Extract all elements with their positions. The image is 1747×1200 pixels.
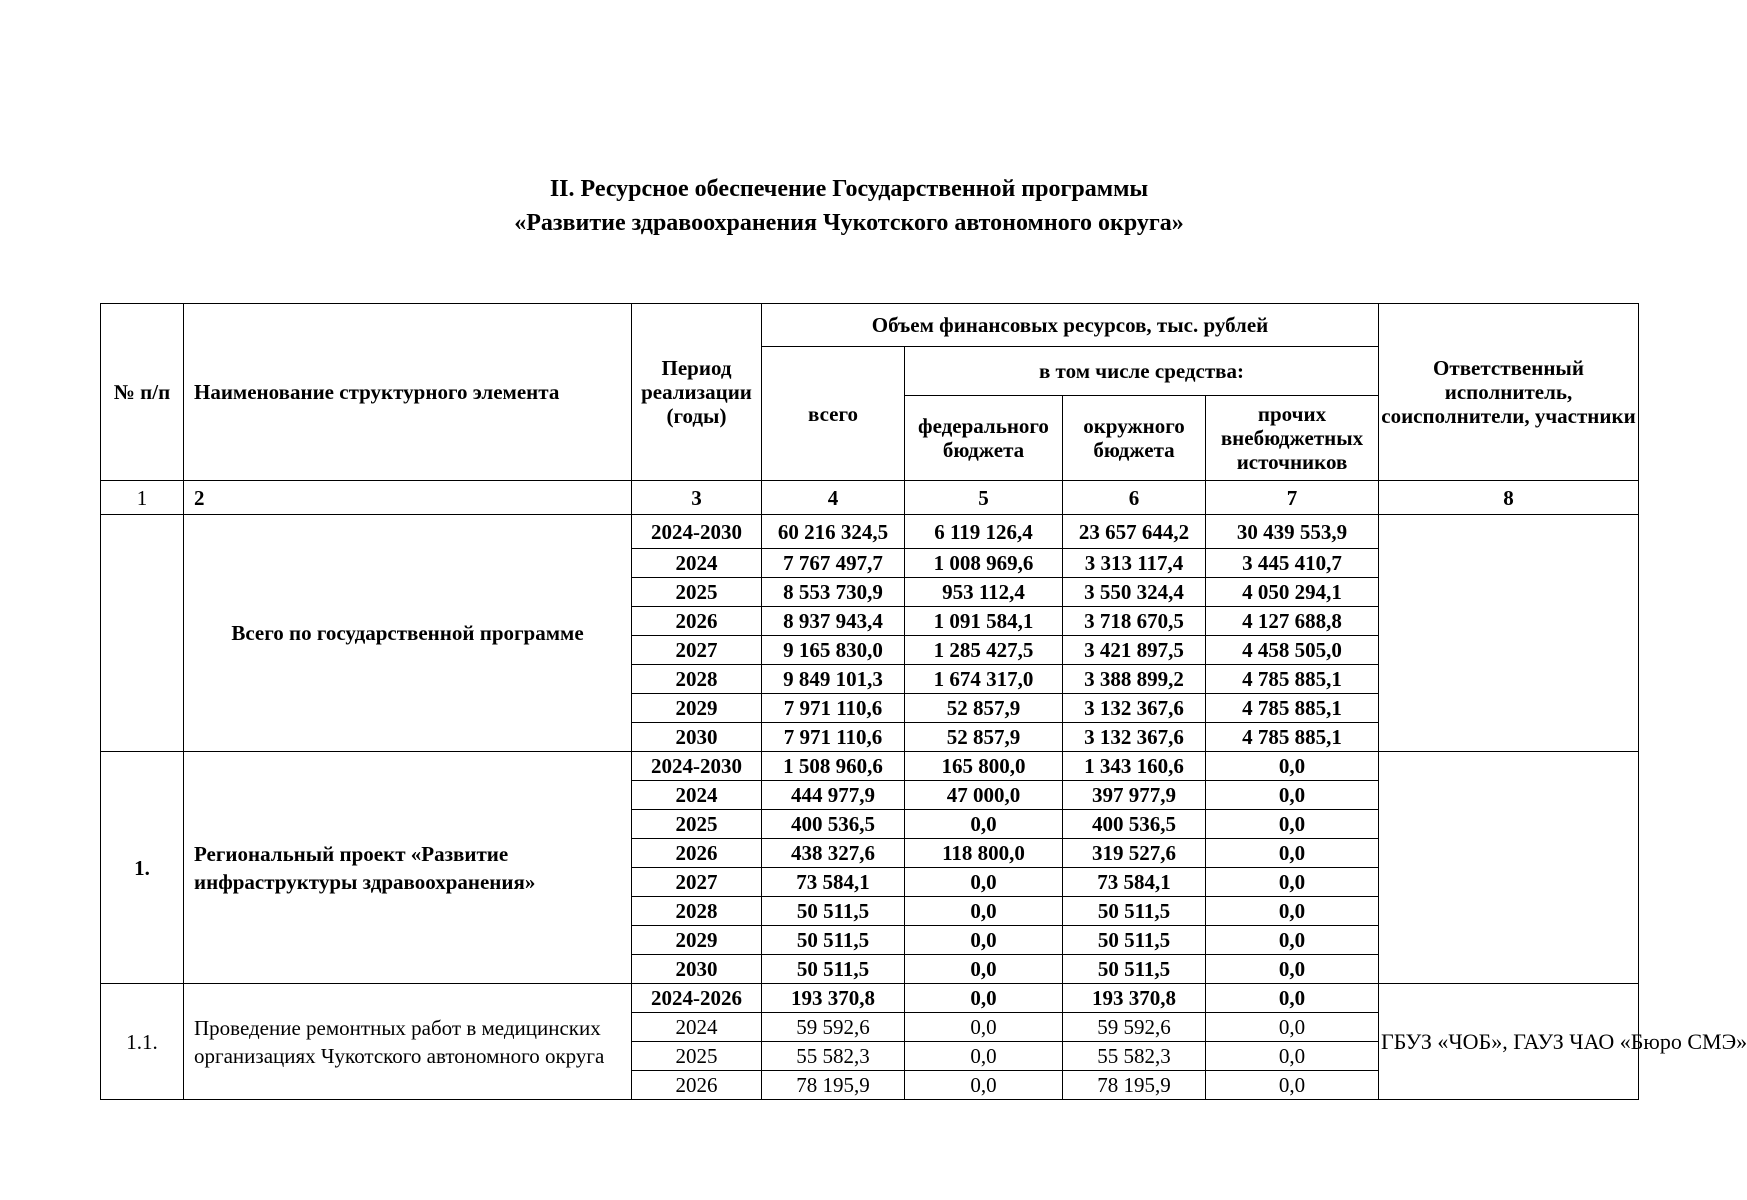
cell-period: 2024-2030	[632, 515, 762, 549]
cell-okrug: 59 592,6	[1063, 1013, 1206, 1042]
cell-federal: 0,0	[905, 868, 1063, 897]
cell-federal: 0,0	[905, 955, 1063, 984]
cell-federal: 47 000,0	[905, 781, 1063, 810]
cell-okrug: 3 132 367,6	[1063, 723, 1206, 752]
cell-other: 4 785 885,1	[1206, 665, 1379, 694]
section-name: Проведение ремонтных работ в медицинских организациях Чукотского автономного округа	[184, 984, 632, 1100]
title-line-2: «Развитие здравоохранения Чукотского автономного округа»	[514, 210, 1184, 236]
cell-total: 59 592,6	[762, 1013, 905, 1042]
table-row	[101, 752, 1639, 781]
cell-okrug: 3 550 324,4	[1063, 578, 1206, 607]
cell-total: 444 977,9	[762, 781, 905, 810]
cell-period: 2030	[632, 955, 762, 984]
cell-total: 73 584,1	[762, 868, 905, 897]
header-including: в том числе средства:	[905, 347, 1379, 396]
cell-other: 0,0	[1206, 781, 1379, 810]
cell-other: 0,0	[1206, 955, 1379, 984]
cell-other: 4 127 688,8	[1206, 607, 1379, 636]
section-number: 1.1.	[101, 984, 184, 1100]
cell-other: 0,0	[1206, 839, 1379, 868]
cell-total: 193 370,8	[762, 984, 905, 1013]
header-num: № п/п	[101, 304, 184, 481]
cell-other: 0,0	[1206, 1071, 1379, 1100]
cell-period: 2024-2030	[632, 752, 762, 781]
cell-okrug: 319 527,6	[1063, 839, 1206, 868]
cell-federal: 0,0	[905, 1013, 1063, 1042]
cell-okrug: 55 582,3	[1063, 1042, 1206, 1071]
cell-okrug: 3 421 897,5	[1063, 636, 1206, 665]
cell-okrug: 73 584,1	[1063, 868, 1206, 897]
header-volume: Объем финансовых ресурсов, тыс. рублей	[762, 304, 1379, 347]
cell-okrug: 400 536,5	[1063, 810, 1206, 839]
col-number-2: 2	[184, 481, 632, 515]
cell-other: 4 785 885,1	[1206, 694, 1379, 723]
section-executor	[1379, 515, 1639, 752]
cell-other: 0,0	[1206, 1042, 1379, 1071]
header-executor: Ответственный исполнитель, соисполнители, участники	[1379, 304, 1639, 481]
cell-okrug: 3 132 367,6	[1063, 694, 1206, 723]
cell-period: 2028	[632, 897, 762, 926]
col-number-4: 4	[762, 481, 905, 515]
cell-period: 2027	[632, 868, 762, 897]
column-number-row	[101, 481, 1639, 515]
table-row	[101, 984, 1639, 1013]
col-number-3: 3	[632, 481, 762, 515]
cell-federal: 165 800,0	[905, 752, 1063, 781]
cell-period: 2026	[632, 607, 762, 636]
cell-federal: 0,0	[905, 810, 1063, 839]
col-number-6: 6	[1063, 481, 1206, 515]
cell-okrug: 78 195,9	[1063, 1071, 1206, 1100]
header-okrug: окружного бюджета	[1063, 396, 1206, 481]
cell-period: 2026	[632, 839, 762, 868]
cell-other: 0,0	[1206, 868, 1379, 897]
cell-period: 2024	[632, 549, 762, 578]
cell-other: 0,0	[1206, 810, 1379, 839]
cell-okrug: 50 511,5	[1063, 897, 1206, 926]
cell-total: 60 216 324,5	[762, 515, 905, 549]
section-name: Всего по государственной программе	[184, 515, 632, 752]
cell-other: 4 050 294,1	[1206, 578, 1379, 607]
cell-total: 7 971 110,6	[762, 723, 905, 752]
cell-other: 0,0	[1206, 752, 1379, 781]
cell-federal: 1 285 427,5	[905, 636, 1063, 665]
cell-other: 3 445 410,7	[1206, 549, 1379, 578]
cell-other: 4 785 885,1	[1206, 723, 1379, 752]
cell-total: 8 937 943,4	[762, 607, 905, 636]
cell-federal: 6 119 126,4	[905, 515, 1063, 549]
cell-federal: 0,0	[905, 897, 1063, 926]
cell-total: 78 195,9	[762, 1071, 905, 1100]
cell-other: 0,0	[1206, 897, 1379, 926]
title-line-1: II. Ресурсное обеспечение Государственной программы	[549, 176, 1149, 202]
header-total: всего	[762, 347, 905, 481]
cell-period: 2028	[632, 665, 762, 694]
cell-federal: 118 800,0	[905, 839, 1063, 868]
cell-other: 30 439 553,9	[1206, 515, 1379, 549]
cell-federal: 0,0	[905, 1071, 1063, 1100]
cell-other: 0,0	[1206, 1013, 1379, 1042]
cell-federal: 1 674 317,0	[905, 665, 1063, 694]
cell-period: 2024	[632, 781, 762, 810]
cell-okrug: 50 511,5	[1063, 955, 1206, 984]
cell-okrug: 1 343 160,6	[1063, 752, 1206, 781]
cell-federal: 953 112,4	[905, 578, 1063, 607]
resource-table	[100, 303, 1747, 1100]
header-period: Период реализации (годы)	[632, 304, 762, 481]
col-number-7: 7	[1206, 481, 1379, 515]
section-number: 1.	[101, 752, 184, 984]
cell-period: 2029	[632, 926, 762, 955]
cell-period: 2024-2026	[632, 984, 762, 1013]
cell-total: 55 582,3	[762, 1042, 905, 1071]
cell-total: 50 511,5	[762, 955, 905, 984]
cell-federal: 52 857,9	[905, 723, 1063, 752]
header-federal: федерального бюджета	[905, 396, 1063, 481]
cell-period: 2027	[632, 636, 762, 665]
cell-okrug: 397 977,9	[1063, 781, 1206, 810]
col-number-5: 5	[905, 481, 1063, 515]
cell-total: 1 508 960,6	[762, 752, 905, 781]
cell-period: 2030	[632, 723, 762, 752]
cell-period: 2026	[632, 1071, 762, 1100]
cell-okrug: 50 511,5	[1063, 926, 1206, 955]
cell-total: 50 511,5	[762, 926, 905, 955]
cell-federal: 1 091 584,1	[905, 607, 1063, 636]
cell-okrug: 3 718 670,5	[1063, 607, 1206, 636]
cell-okrug: 23 657 644,2	[1063, 515, 1206, 549]
table-row	[101, 515, 1639, 549]
document-title	[0, 172, 1698, 240]
cell-other: 4 458 505,0	[1206, 636, 1379, 665]
cell-federal: 52 857,9	[905, 694, 1063, 723]
section-executor	[1379, 752, 1639, 984]
section-number	[101, 515, 184, 752]
cell-total: 438 327,6	[762, 839, 905, 868]
cell-total: 400 536,5	[762, 810, 905, 839]
cell-total: 9 165 830,0	[762, 636, 905, 665]
cell-federal: 1 008 969,6	[905, 549, 1063, 578]
cell-total: 7 767 497,7	[762, 549, 905, 578]
col-number-8: 8	[1379, 481, 1639, 515]
col-number-1: 1	[101, 481, 184, 515]
cell-period: 2029	[632, 694, 762, 723]
header-name: Наименование структурного элемента	[184, 304, 632, 481]
cell-federal: 0,0	[905, 1042, 1063, 1071]
cell-period: 2025	[632, 578, 762, 607]
cell-period: 2025	[632, 1042, 762, 1071]
cell-federal: 0,0	[905, 926, 1063, 955]
cell-total: 8 553 730,9	[762, 578, 905, 607]
cell-total: 9 849 101,3	[762, 665, 905, 694]
cell-total: 50 511,5	[762, 897, 905, 926]
cell-period: 2024	[632, 1013, 762, 1042]
section-name: Региональный проект «Развитие инфраструктуры здравоохранения»	[184, 752, 632, 984]
section-executor: ГБУЗ «ЧОБ», ГАУЗ ЧАО «Бюро СМЭ»	[1379, 984, 1639, 1100]
cell-okrug: 193 370,8	[1063, 984, 1206, 1013]
header-other: прочих внебюджетных источников	[1206, 396, 1379, 481]
cell-okrug: 3 313 117,4	[1063, 549, 1206, 578]
cell-federal: 0,0	[905, 984, 1063, 1013]
cell-other: 0,0	[1206, 984, 1379, 1013]
cell-okrug: 3 388 899,2	[1063, 665, 1206, 694]
cell-period: 2025	[632, 810, 762, 839]
cell-other: 0,0	[1206, 926, 1379, 955]
cell-total: 7 971 110,6	[762, 694, 905, 723]
